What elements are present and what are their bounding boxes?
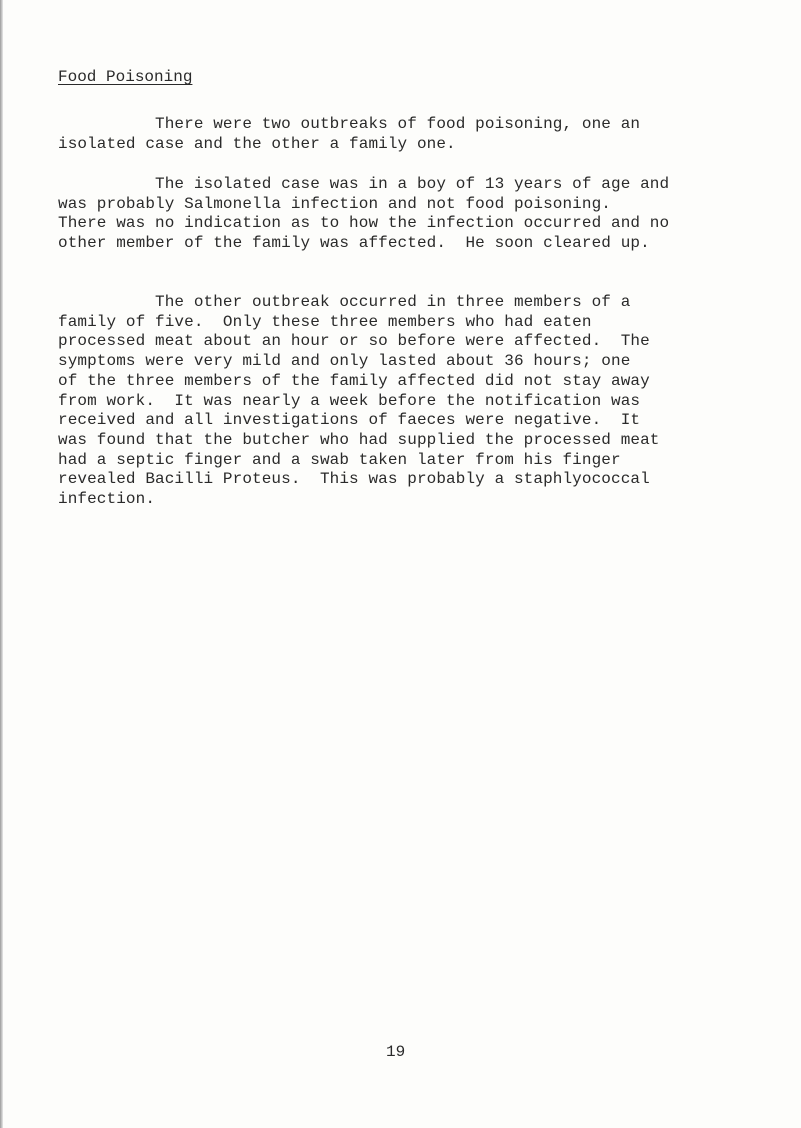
page-number: 19 [386,1043,406,1061]
section-heading: Food Poisoning [58,68,193,86]
paragraph-isolated-case: The isolated case was in a boy of 13 years of age and was probably Salmonella infection and not food poisoning. There was no indication as to how the infection occurred and no other member of the family was affected. He soon cleared up. [58,175,670,253]
page-left-edge-shadow [0,0,3,1128]
paragraph-outbreaks-summary: There were two outbreaks of food poisoning, one an isolated case and the other a family one. [58,115,641,153]
paragraph-family-outbreak: The other outbreak occurred in three members of a family of five. Only these three members who had eaten processed meat about an hour or so before were affected. The symptoms were very mild and only lasted about 36 hours; one of the three members of the family affected did not stay away from work. It was nearly a week before the notification was received and all investigations of faeces were negative. It was found that the butcher who had supplied the processed meat had a septic finger and a swab taken later from his finger revealed Bacilli Proteus. This was probably a staphlyococcal infection. [58,293,660,509]
